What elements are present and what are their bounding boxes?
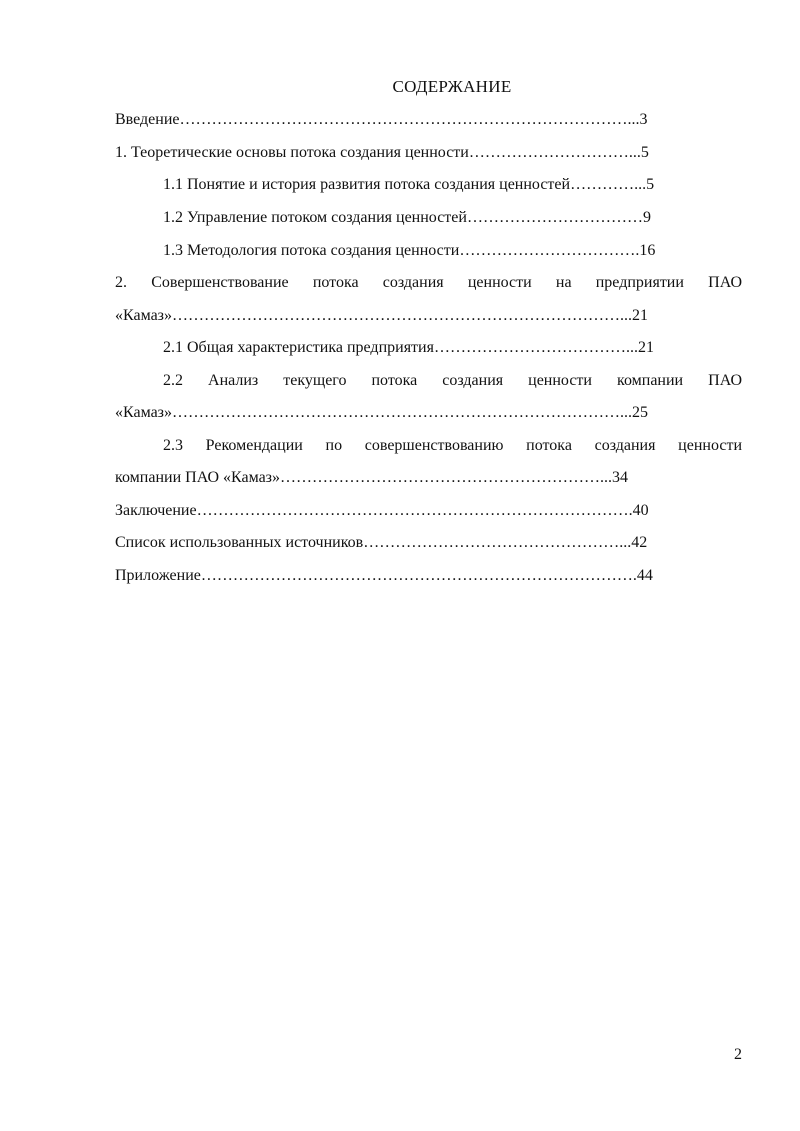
toc-entry-text: Заключение (115, 502, 197, 519)
toc-entry-text: 1.3 Методология потока создания ценности (163, 242, 460, 259)
toc-page-number: 21 (637, 339, 654, 356)
toc-leader-dots: ………………………………………………………………………. (200, 567, 637, 584)
toc-entry-section-2-1[interactable] (163, 337, 742, 359)
toc-entry-text: «Камаз» (115, 404, 172, 421)
toc-leader-dots: …………………………………………………………………………... (172, 307, 632, 324)
toc-entry-chapter-2-cont[interactable] (115, 305, 742, 327)
toc-entry-conclusion[interactable] (115, 500, 742, 522)
toc-entry-text: 2.1 Общая характеристика предприятия (163, 339, 434, 356)
toc-entry-text: 1.2 Управление потоком создания ценностей (163, 209, 467, 226)
toc-entry-text: 1.1 Понятие и история развития потока создания ценностей (163, 176, 571, 193)
toc-leader-dots: ……………………………………………………... (280, 469, 612, 486)
toc-leader-dots: …………………………………………………………………………... (179, 111, 640, 128)
toc-entry-text: 2.2 Анализ текущего потока создания ценности компании ПАО (163, 372, 742, 389)
toc-page-number: 21 (632, 307, 648, 324)
toc-page-number: 9 (642, 209, 651, 226)
toc-entry-text: 2. Совершенствование потока создания ценности на предприятии ПАО (115, 274, 742, 291)
toc-leader-dots: ………………………………... (433, 339, 638, 356)
toc-page-number: 44 (636, 567, 653, 584)
page-number: 2 (734, 1046, 742, 1063)
toc-leader-dots: …………………………………………... (363, 534, 632, 551)
toc-leader-dots: …………... (570, 176, 647, 193)
toc-entry-text: 2.3 Рекомендации по совершенствованию потока создания ценности (163, 437, 742, 454)
toc-entry-chapter-1[interactable] (115, 142, 742, 164)
toc-leader-dots: ……………………………. (459, 242, 640, 259)
toc-entry-introduction[interactable] (115, 109, 742, 131)
toc-title (0, 77, 800, 97)
toc-entry-text: 1. Теоретические основы потока создания ценности (115, 144, 469, 161)
toc-leader-dots: …………………………………………………………………………... (172, 404, 632, 421)
toc-page-number: 16 (639, 242, 656, 259)
toc-leader-dots: …………………………… (466, 209, 643, 226)
toc-entry-text: Список использованных источников (115, 534, 364, 551)
toc-entry-section-2-2-cont[interactable] (115, 402, 742, 424)
toc-title-text: СОДЕРЖАНИЕ (392, 77, 512, 96)
toc-page-number: 25 (632, 404, 648, 421)
toc-entry-references[interactable] (115, 532, 742, 554)
toc-page-number: 5 (640, 144, 649, 161)
toc-page-number: 34 (612, 469, 628, 486)
toc-entry-text: компании ПАО «Камаз» (115, 469, 280, 486)
toc-entry-section-2-3-cont[interactable] (115, 467, 742, 489)
toc-page-number: 42 (631, 534, 648, 551)
toc-leader-dots: …………………………... (468, 144, 641, 161)
toc-entry-section-2-3[interactable] (163, 435, 742, 457)
toc-entry-chapter-2[interactable] (115, 272, 742, 294)
toc-entry-text: «Камаз» (115, 307, 172, 324)
toc-entry-text: Введение (115, 111, 180, 128)
toc-entry-section-1-1[interactable] (163, 174, 742, 196)
toc-entry-text: Приложение (115, 567, 201, 584)
toc-page-number: 3 (639, 111, 648, 128)
toc-entry-appendix[interactable] (115, 565, 742, 587)
toc-entry-section-1-2[interactable] (163, 207, 742, 229)
toc-page-number: 40 (632, 502, 649, 519)
toc-page-number: 5 (646, 176, 655, 193)
toc-leader-dots: ………………………………………………………………………. (196, 502, 633, 519)
toc-entry-section-1-3[interactable] (163, 240, 742, 262)
toc-entry-section-2-2[interactable] (163, 370, 742, 392)
